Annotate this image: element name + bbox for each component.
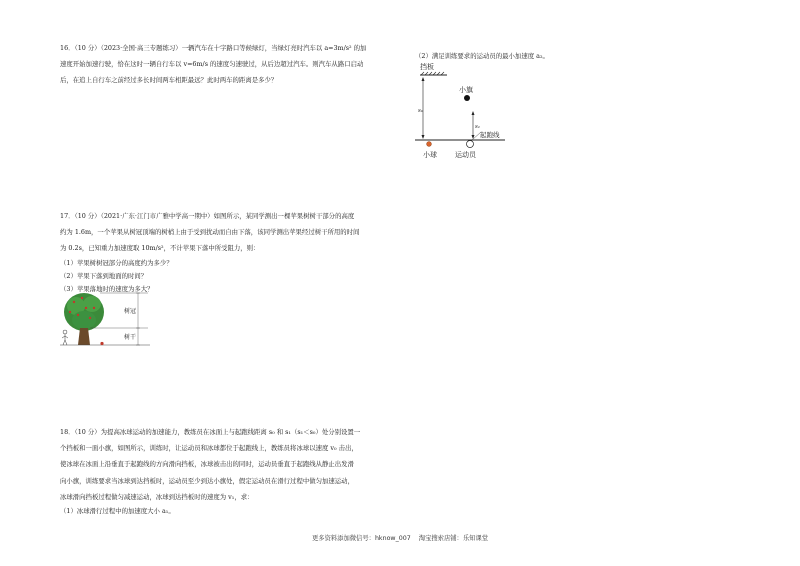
q18-line-2: 个挡板和一面小旗，如图所示，训练时，让运动员和冰球都位于起跑线上，教练员将冰球以速度 v₀ 击出， xyxy=(60,444,358,453)
q17-line-2: 约为 1.6m，一个苹果从树冠顶端的树梢上由于受到扰动而自由下落，该同学测出苹果经过树干所用的时间 xyxy=(60,228,360,237)
q16-line-3: 后，在追上自行车之前经过多长时间两车相距最远？此时两车的距离是多少？ xyxy=(60,76,278,85)
s0-label: s₀ xyxy=(418,108,424,114)
q18-line-5: 冰球滑向挡板过程做匀减速运动，冰球到达挡板时的速度为 v₁，求： xyxy=(60,492,254,501)
q16-line-1: 16．（10 分）（2023·全国·高三专题练习）一辆汽车在十字路口等候绿灯，当绿灯亮时汽车以 a=3m/s² 的加 xyxy=(60,44,367,52)
baffle-label: 挡板 xyxy=(420,63,434,71)
q17-sub-1: （1）苹果树树冠部分的高度约为多少？ xyxy=(60,258,173,267)
tree-crown xyxy=(64,293,104,331)
question-16 xyxy=(60,40,366,89)
tree-trunk xyxy=(78,328,90,345)
q18-line-3: 使冰球在冰面上沿垂直于起跑线的方向滑向挡板，冰球被击出的同时，运动员垂直于起跑线从静止出发滑 xyxy=(60,460,354,469)
baffle-line xyxy=(420,72,447,75)
footer-wechat: 更多资料添加微信号：hknow_007 xyxy=(311,535,411,542)
athlete-label: 运动员 xyxy=(455,151,476,159)
athlete-circle xyxy=(467,141,474,148)
footer-shop: 淘宝搜索店铺：乐知课堂 xyxy=(418,535,489,542)
trunk-label: 树干 xyxy=(124,334,137,341)
page-footer xyxy=(0,533,800,542)
q17-line-1: 17．（10 分）（2021·广东·江门市广雅中学高一期中）如图所示，某同学测出一棵苹果树树干部分的高度 xyxy=(60,212,355,220)
q17-sub-2: （2）苹果下落到地面的时间？ xyxy=(60,272,148,281)
start-line-label: 起跑线 xyxy=(480,131,500,139)
person-icon xyxy=(62,330,68,345)
puck-ball xyxy=(427,142,432,147)
ball-label: 小球 xyxy=(423,151,437,159)
q17-line-3: 为 0.2s，已知重力加速度取 10m/s²，不计苹果下落中所受阻力，则： xyxy=(60,244,260,253)
q18-sub-1: （1）冰球滑行过程中的加速度大小 a₁。 xyxy=(60,507,175,516)
q16-line-2: 速度开始加速行驶，恰在这时一辆自行车以 v=6m/s 的速度匀速驶过，从后边超过汽车。则汽车从路口启动 xyxy=(60,60,364,69)
q18-line-1: 18．（10 分）为提高冰球运动的加速能力，教练员在冰面上与起跑线距离 s₀ 和 s₁（s₁＜s₀）处分别设置一 xyxy=(60,428,361,436)
q18-line-4: 向小旗，训练要求当冰球到达挡板时，运动员至少到达小旗处，假定运动员在滑行过程中做匀加速运动， xyxy=(60,476,354,485)
apple-icon xyxy=(100,342,103,345)
flag-label: 小旗 xyxy=(459,86,473,94)
q18-sub-2: （2）满足训练要求的运动员的最小加速度 a₂。 xyxy=(415,52,549,60)
question-17 xyxy=(60,208,359,297)
apple-tree-figure xyxy=(60,290,160,352)
q17-sub-3: （3）苹果落地时的速度为多大？ xyxy=(60,285,154,294)
s1-label: s₁ xyxy=(475,124,481,130)
hockey-training-diagram xyxy=(415,60,525,170)
crown-label: 树冠 xyxy=(124,308,137,315)
question-18 xyxy=(60,424,360,518)
flag-dot xyxy=(464,95,470,101)
